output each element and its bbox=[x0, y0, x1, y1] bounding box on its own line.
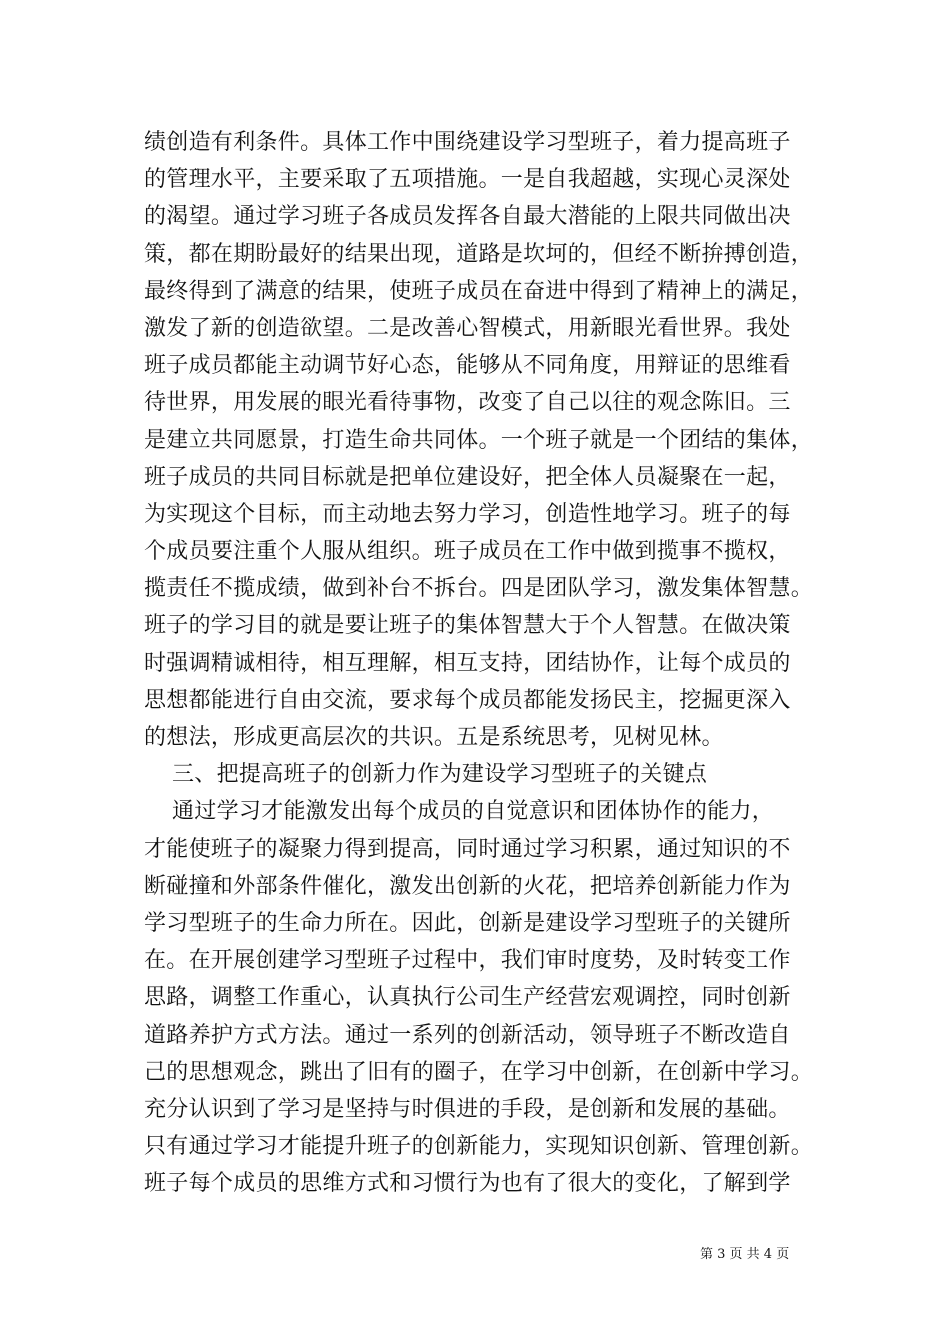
text-line: 为实现这个目标，而主动地去努力学习，创造性地学习。班子的每 bbox=[144, 501, 791, 527]
text-line: 学习型班子的生命力所在。因此，创新是建设学习型班子的关键所 bbox=[144, 910, 791, 936]
text-line: 在。在开展创建学习型班子过程中，我们审时度势，及时转变工作 bbox=[144, 948, 791, 974]
text-line: 班子成员都能主动调节好心态，能够从不同角度，用辩证的思维看 bbox=[144, 353, 791, 379]
text-line: 的想法，形成更高层次的共识。五是系统思考，见树见林。 bbox=[144, 725, 724, 750]
text-line: 待世界，用发展的眼光看待事物，改变了自己以往的观念陈旧。三 bbox=[144, 390, 791, 416]
text-line: 思路，调整工作重心，认真执行公司生产经营宏观调控，同时创新 bbox=[144, 985, 791, 1011]
text-line: 断碰撞和外部条件催化，激发出创新的火花，把培养创新能力作为 bbox=[144, 873, 791, 899]
text-line: 是建立共同愿景，打造生命共同体。一个班子就是一个团结的集体， bbox=[144, 427, 814, 453]
text-line: 策，都在期盼最好的结果出现，道路是坎坷的，但经不断拚搏创造， bbox=[144, 241, 814, 267]
text-line: 道路养护方式方法。通过一系列的创新活动，领导班子不断改造自 bbox=[144, 1022, 791, 1048]
text-line: 班子的学习目的就是要让班子的集体智慧大于个人智慧。在做决策 bbox=[144, 613, 791, 639]
text-line: 只有通过学习才能提升班子的创新能力，实现知识创新、管理创新。 bbox=[144, 1134, 814, 1160]
text-line: 最终得到了满意的结果，使班子成员在奋进中得到了精神上的满足， bbox=[144, 278, 814, 304]
text-line: 的管理水平，主要采取了五项措施。一是自我超越，实现心灵深处 bbox=[144, 167, 791, 193]
page-footer: 第 3 页 共 4 页 bbox=[700, 1247, 790, 1262]
text-line: 的渴望。通过学习班子各成员发挥各自最大潜能的上限共同做出决 bbox=[144, 204, 791, 230]
text-line: 班子成员的共同目标就是把单位建设好，把全体人员凝聚在一起， bbox=[144, 464, 791, 490]
text-line: 揽责任不揽成绩，做到补台不拆台。四是团队学习，激发集体智慧。 bbox=[144, 576, 814, 602]
text-line: 时强调精诚相待，相互理解，相互支持，团结协作，让每个成员的 bbox=[144, 650, 791, 676]
text-line: 激发了新的创造欲望。二是改善心智模式，用新眼光看世界。我处 bbox=[144, 315, 791, 341]
text-line: 思想都能进行自由交流，要求每个成员都能发扬民主，挖掘更深入 bbox=[144, 687, 791, 713]
text-line: 通过学习才能激发出每个成员的自觉意识和团体协作的能力， bbox=[172, 799, 775, 825]
text-line: 个成员要注重个人服从组织。班子成员在工作中做到揽事不揽权， bbox=[144, 539, 791, 565]
text-line: 己的思想观念，跳出了旧有的圈子，在学习中创新，在创新中学习。 bbox=[144, 1059, 814, 1085]
text-line: 才能使班子的凝聚力得到提高，同时通过学习积累，通过知识的不 bbox=[144, 836, 791, 862]
text-line: 绩创造有利条件。具体工作中围绕建设学习型班子，着力提高班子 bbox=[144, 130, 791, 155]
text-line: 班子每个成员的思维方式和习惯行为也有了很大的变化，了解到学 bbox=[144, 1171, 791, 1197]
section-heading: 三、把提高班子的创新力作为建设学习型班子的关键点 bbox=[172, 762, 708, 788]
text-line: 充分认识到了学习是坚持与时俱进的手段，是创新和发展的基础。 bbox=[144, 1096, 791, 1122]
body-text bbox=[144, 124, 816, 1202]
